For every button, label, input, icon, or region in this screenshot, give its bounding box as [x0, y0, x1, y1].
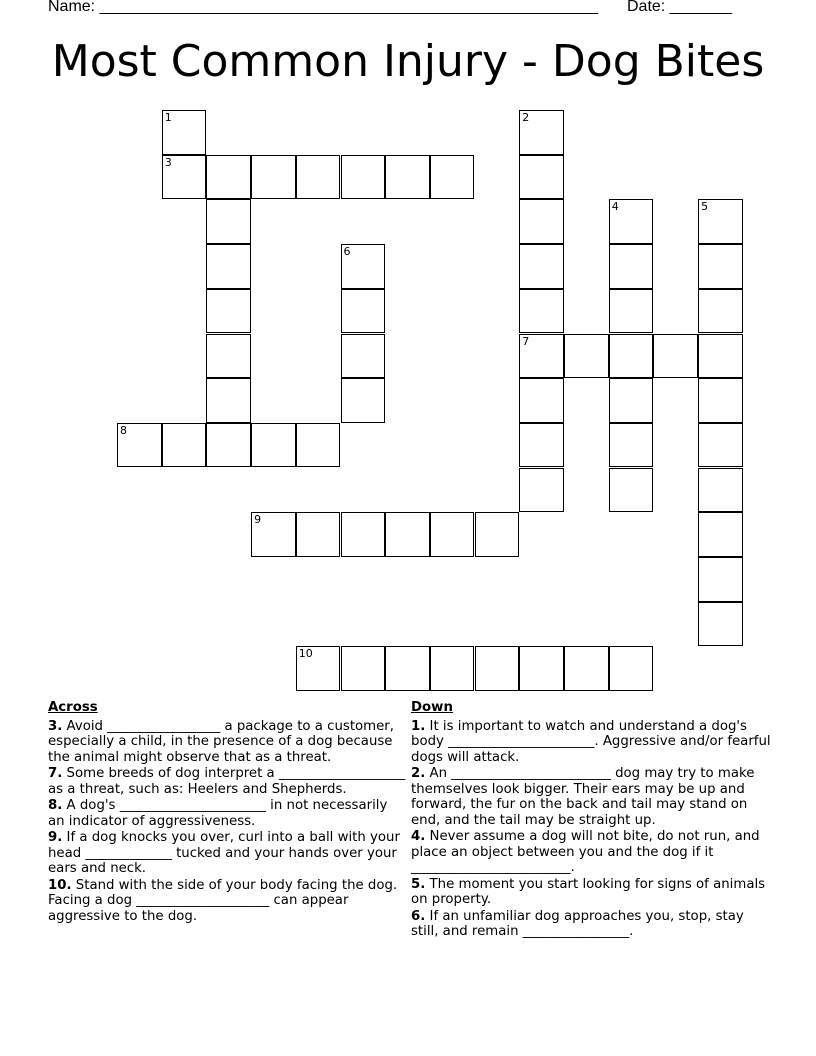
clue-number: 9.: [48, 830, 63, 845]
grid-cell[interactable]: [296, 155, 341, 200]
grid-cell[interactable]: [251, 155, 296, 200]
grid-cell[interactable]: [385, 646, 430, 691]
grid-cell[interactable]: [609, 468, 654, 513]
clue-number: 6.: [411, 908, 426, 924]
grid-cell[interactable]: [296, 512, 341, 557]
grid-cell[interactable]: [430, 646, 475, 691]
date-field: Date: _______: [627, 0, 732, 15]
grid-cell[interactable]: [698, 199, 743, 244]
grid-cell[interactable]: [653, 334, 698, 379]
grid-cell[interactable]: [341, 244, 386, 289]
clue-text: The moment you start looking for signs of animals on property.: [411, 876, 766, 907]
grid-cell[interactable]: [519, 199, 564, 244]
across-clues: [48, 700, 408, 925]
grid-cell[interactable]: [609, 646, 654, 691]
clue-number: 5.: [411, 876, 426, 892]
grid-cell[interactable]: [609, 199, 654, 244]
cell-number: 1: [164, 111, 172, 124]
grid-cell[interactable]: [430, 512, 475, 557]
grid-cell[interactable]: [609, 378, 654, 423]
clue-item: [48, 766, 408, 797]
clue-item: [48, 878, 408, 925]
grid-cell[interactable]: [519, 110, 564, 155]
grid-cell[interactable]: [296, 646, 341, 691]
grid-cell[interactable]: [296, 423, 341, 468]
grid-cell[interactable]: [609, 423, 654, 468]
clue-text: Avoid _________________ a package to a customer, especially a child, in the presence of a dog because the animal might observe that as a threat.: [48, 718, 395, 765]
grid-cell[interactable]: [698, 557, 743, 602]
grid-cell[interactable]: [430, 155, 475, 200]
clue-number: 1.: [411, 718, 426, 734]
clue-number: 8.: [48, 798, 63, 813]
cell-number: 5: [701, 200, 709, 214]
grid-cell[interactable]: [609, 244, 654, 289]
grid-cell[interactable]: [385, 512, 430, 557]
grid-cell[interactable]: [564, 646, 609, 691]
clue-number: 3.: [48, 718, 63, 734]
grid-cell[interactable]: [519, 646, 564, 691]
down-clues: [411, 700, 771, 941]
grid-cell[interactable]: [519, 289, 564, 334]
clue-text: Never assume a dog will not bite, do not run, and place an object between you and the dog if it ________________________.: [411, 829, 760, 875]
grid-cell[interactable]: [698, 244, 743, 289]
grid-cell[interactable]: [117, 423, 162, 468]
grid-cell[interactable]: [341, 289, 386, 334]
grid-cell[interactable]: [341, 646, 386, 691]
grid-cell[interactable]: [698, 423, 743, 468]
cell-number: 4: [611, 200, 619, 214]
grid-cell[interactable]: [698, 512, 743, 557]
clue-number: 2.: [411, 766, 426, 781]
grid-cell[interactable]: [519, 468, 564, 513]
grid-cell[interactable]: [698, 289, 743, 334]
grid-cell[interactable]: [206, 155, 251, 200]
grid-cell[interactable]: [341, 378, 386, 423]
clue-item: [411, 877, 771, 908]
grid-cell[interactable]: [162, 110, 207, 155]
clue-text: Stand with the side of your body facing the dog. Facing a dog ____________________ can appear aggressive to the dog.: [48, 877, 398, 924]
grid-cell[interactable]: [206, 199, 251, 244]
cell-number: 7: [522, 334, 530, 348]
grid-cell[interactable]: [519, 155, 564, 200]
grid-cell[interactable]: [698, 334, 743, 379]
grid-cell[interactable]: [519, 378, 564, 423]
clue-item: [411, 909, 771, 940]
cell-number: 2: [522, 111, 530, 124]
grid-cell[interactable]: [475, 512, 520, 557]
grid-cell[interactable]: [519, 423, 564, 468]
clue-text: A dog's ______________________ in not necessarily an indicator of aggressiveness.: [48, 798, 388, 829]
clue-number: 7.: [48, 766, 63, 781]
across-clue-list: [48, 719, 408, 925]
name-field: Name: ________________________________________________________: [48, 0, 598, 15]
grid-cell[interactable]: [341, 512, 386, 557]
grid-cell[interactable]: [206, 423, 251, 468]
grid-cell[interactable]: [519, 244, 564, 289]
clue-item: [411, 829, 771, 876]
clue-text: If an unfamiliar dog approaches you, stop, stay still, and remain ________________.: [411, 908, 744, 939]
clue-item: [48, 830, 408, 877]
clue-text: If a dog knocks you over, curl into a ball with your head _____________ tucked and your hands over your ears and neck.: [48, 830, 400, 876]
puzzle-title: Most Common Injury - Dog Bites: [51, 36, 765, 87]
grid-cell[interactable]: [698, 468, 743, 513]
clue-text: It is important to watch and understand a dog's body ______________________. Aggressive and/or fearful dogs will attack.: [411, 718, 771, 765]
clue-item: [411, 719, 771, 766]
grid-cell[interactable]: [162, 423, 207, 468]
across-heading: Across: [48, 700, 98, 715]
grid-cell[interactable]: [206, 334, 251, 379]
grid-cell[interactable]: [698, 602, 743, 647]
clue-item: [48, 798, 408, 829]
grid-cell[interactable]: [698, 378, 743, 423]
cell-number: 6: [343, 245, 351, 259]
clue-number: 4.: [411, 829, 426, 844]
grid-cell[interactable]: [206, 244, 251, 289]
grid-cell[interactable]: [251, 512, 296, 557]
grid-cell[interactable]: [564, 334, 609, 379]
clue-item: [411, 766, 771, 828]
cell-number: 10: [298, 647, 313, 661]
grid-cell[interactable]: [341, 155, 386, 200]
cell-number: 3: [164, 155, 172, 169]
grid-cell[interactable]: [519, 334, 564, 379]
grid-cell[interactable]: [609, 289, 654, 334]
clue-text: Some breeds of dog interpret a ___________________ as a threat, such as: Heelers and Shepherds.: [48, 766, 406, 797]
clue-text: An ________________________ dog may try to make themselves look bigger. Their ears may be up and forward, the fur on the back and tail may stand on end, and the tail may be straight up.: [411, 766, 755, 828]
grid-cell[interactable]: [609, 334, 654, 379]
grid-cell[interactable]: [385, 155, 430, 200]
grid-cell[interactable]: [475, 646, 520, 691]
clue-item: [48, 719, 408, 766]
down-clue-list: [411, 719, 771, 940]
grid-cell[interactable]: [251, 423, 296, 468]
clue-number: 10.: [48, 877, 72, 893]
cell-number: 9: [254, 513, 262, 527]
cell-number: 8: [120, 423, 127, 437]
grid-cell[interactable]: [206, 289, 251, 334]
grid-cell[interactable]: [341, 334, 386, 379]
grid-cell[interactable]: [162, 155, 207, 200]
down-heading: Down: [411, 700, 453, 715]
grid-cell[interactable]: [206, 378, 251, 423]
